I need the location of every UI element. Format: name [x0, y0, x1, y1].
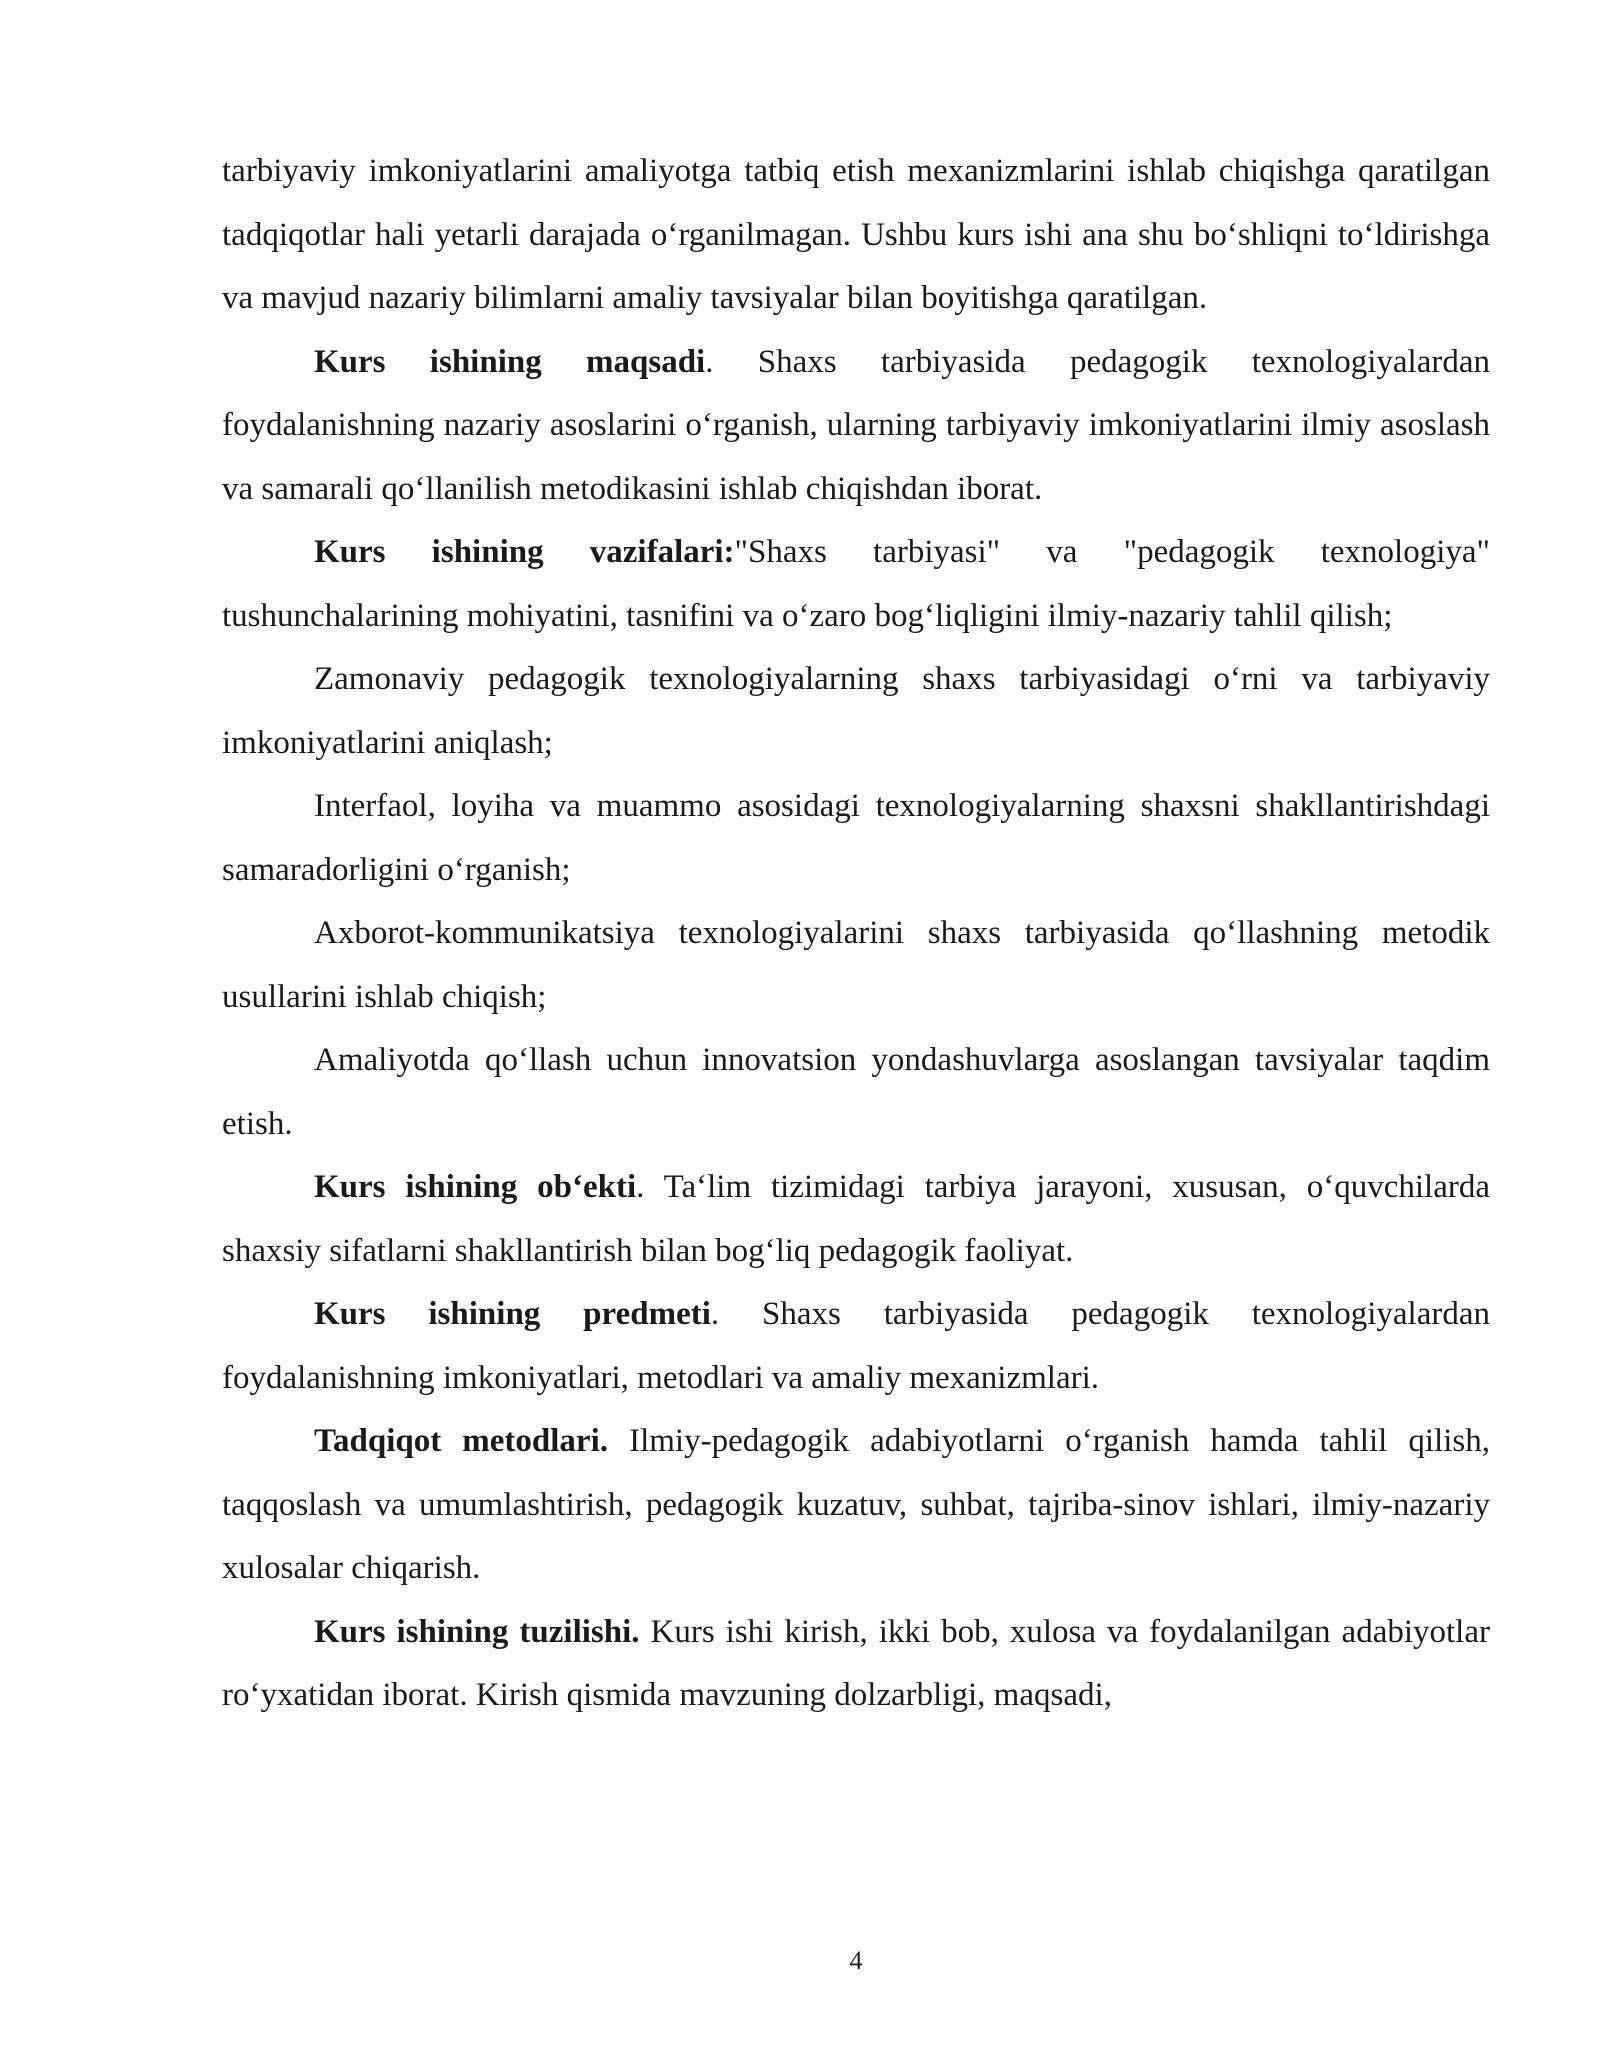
paragraph-text: Interfaol, loyiha va muammo asosidagi texnologiyalarning shaxsni shakllantirishdagi samaradorligini o‘rganish;: [222, 788, 1490, 888]
paragraph-text: . Ta‘lim tizimidagi tarbiya jarayoni, xususan, o‘quvchilarda shaxsiy sifatlarni shakllantirish bilan bog‘liq pedagogik faoliyat.: [222, 1169, 1490, 1269]
page-number: 4: [849, 1946, 863, 1975]
paragraph-heading: Tadqiqot metodlari.: [314, 1423, 608, 1459]
paragraph-text: . Shaxs tarbiyasida pedagogik texnologiyalardan foydalanishning imkoniyatlari, metodlari va amaliy mexanizmlari.: [222, 1296, 1490, 1396]
paragraph-subject: [222, 1283, 1490, 1410]
paragraph-methods: [222, 1410, 1490, 1601]
paragraph-task-5: [222, 1029, 1490, 1156]
paragraph-text: Amaliyotda qo‘llash uchun innovatsion yondashuvlarga asoslangan tavsiyalar taqdim etish.: [222, 1042, 1490, 1142]
paragraph-continuation: [222, 140, 1490, 331]
document-page: [222, 140, 1490, 1728]
paragraph-structure: [222, 1601, 1490, 1728]
paragraph-tasks: [222, 521, 1490, 648]
paragraph-heading: Kurs ishining ob‘ekti: [314, 1169, 637, 1205]
paragraph-text: Ilmiy-pedagogik adabiyotlarni o‘rganish hamda tahlil qilish, taqqoslash va umumlashtirish, pedagogik kuzatuv, suhbat, tajriba-sinov ishlari, ilmiy-nazariy xulosalar chiqarish.: [222, 1423, 1490, 1586]
paragraph-task-3: [222, 775, 1490, 902]
paragraph-heading: Kurs ishining maqsadi: [314, 343, 706, 380]
paragraph-text: "Shaxs tarbiyasi" va "pedagogik texnologiya" tushunchalarining mohiyatini, tasnifini va o‘zaro bog‘liqligini ilmiy-nazariy tahlil qilish;: [222, 534, 1490, 634]
paragraph-task-4: [222, 902, 1490, 1029]
paragraph-heading: Kurs ishining vazifalari:: [314, 534, 735, 570]
paragraph-text: . Shaxs tarbiyasida pedagogik texnologiyalardan foydalanishning nazariy asoslarini o‘rganish, ularning tarbiyaviy imkoniyatlarini ilmiy asoslash va samarali qo‘llanilish metodikasini ishlab chiqishdan iborat.: [222, 343, 1490, 507]
paragraph-aim: [222, 331, 1490, 522]
paragraph-object: [222, 1156, 1490, 1283]
paragraph-text: Kurs ishi kirish, ikki bob, xulosa va foydalanilgan adabiyotlar ro‘yxatidan iborat. Kirish qismida mavzuning dolzarbligi, maqsadi,: [222, 1613, 1490, 1713]
paragraph-heading: Kurs ishining predmeti: [314, 1296, 711, 1332]
paragraph-heading: Kurs ishining tuzilishi.: [314, 1613, 640, 1650]
paragraph-text: Axborot-kommunikatsiya texnologiyalarini shaxs tarbiyasida qo‘llashning metodik usullarini ishlab chiqish;: [222, 915, 1490, 1015]
paragraph-text: tarbiyaviy imkoniyatlarini amaliyotga tatbiq etish mexanizmlarini ishlab chiqishga qaratilgan tadqiqotlar hali yetarli darajada o‘rganilmagan. Ushbu kurs ishi ana shu bo‘shliqni to‘ldirishga va mavjud nazariy bilimlarni amaliy tavsiyalar bilan boyitishga qaratilgan.: [222, 153, 1490, 316]
paragraph-text: Zamonaviy pedagogik texnologiyalarning shaxs tarbiyasidagi o‘rni va tarbiyaviy imkoniyatlarini aniqlash;: [222, 661, 1490, 761]
paragraph-task-2: [222, 648, 1490, 775]
